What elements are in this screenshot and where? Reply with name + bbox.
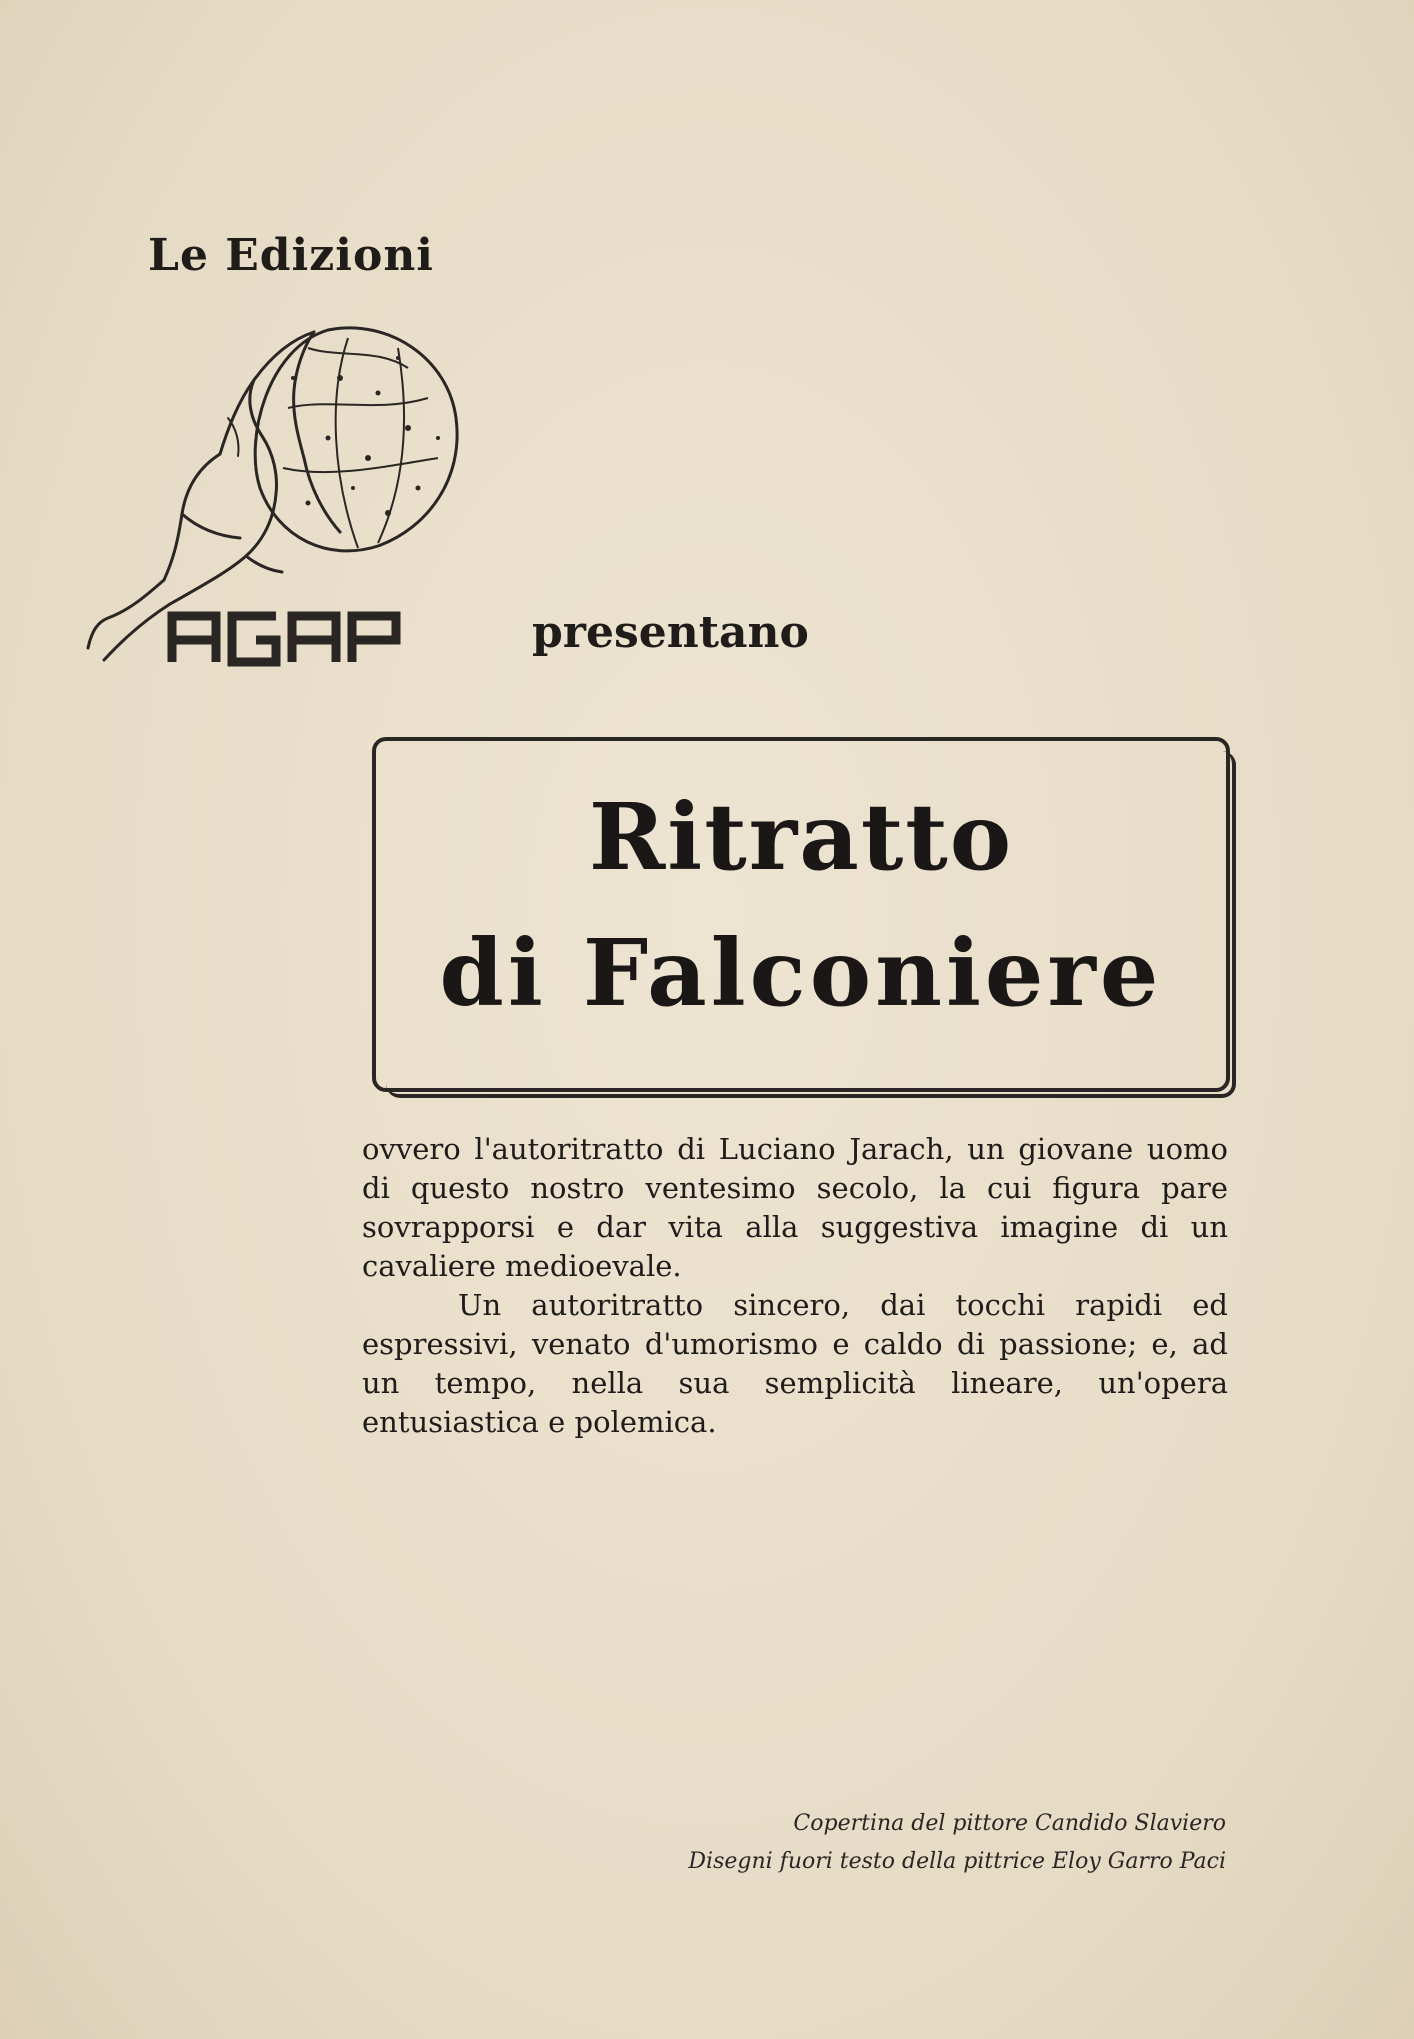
credits [688, 1805, 1226, 1881]
presents-label: presentano [532, 607, 809, 658]
title-frame [372, 737, 1230, 1092]
atlas-carrying-globe-icon [78, 318, 518, 678]
description [362, 1130, 1228, 1442]
publisher-name: Le Edizioni [148, 230, 435, 281]
credits-illustrator: Disegni fuori testo della pittrice Eloy Garro Paci [688, 1849, 1226, 1874]
title-line-2: di Falconiere [439, 919, 1163, 1027]
description-paragraph-1: ovvero l'autoritratto di Luciano Jarach, un giovane uomo di questo nostro ventesimo secolo, la cui figura pare sovrapporsi e dar vita alla suggestiva imagine di un cavaliere medioevale. [362, 1132, 1228, 1283]
credits-cover-artist: Copertina del pittore Candido Slaviero [793, 1811, 1226, 1836]
title-line-1: Ritratto [588, 783, 1014, 891]
description-paragraph-2: Un autoritratto sincero, dai tocchi rapidi ed espressivi, venato d'umorismo e caldo di passione; e, ad un tempo, nella sua semplicità lineare, un'opera entusiastica e polemica. [362, 1288, 1228, 1439]
